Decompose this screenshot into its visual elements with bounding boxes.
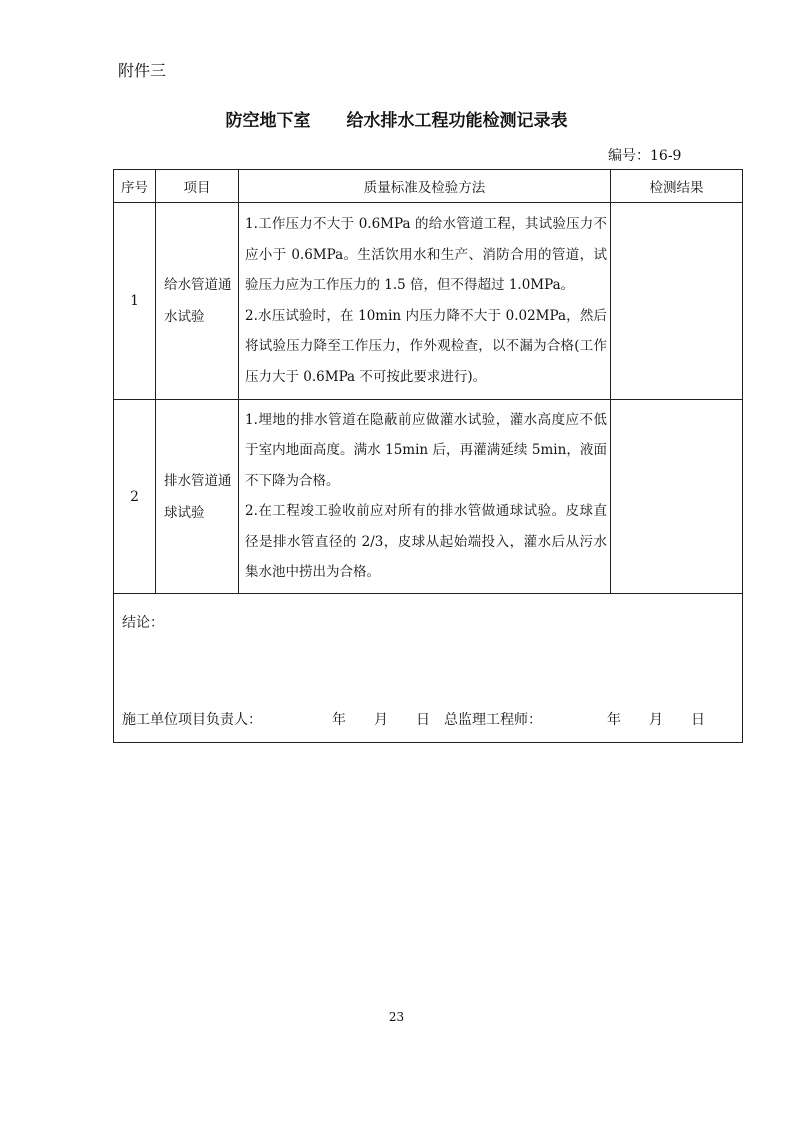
contractor-label: 施工单位项目负责人： <box>122 712 262 728</box>
record-table <box>113 169 743 743</box>
month-label: 月 <box>374 712 388 728</box>
attachment-label: 附件三 <box>118 61 167 80</box>
method-paragraph: 1.工作压力不大于 0.6MPa 的给水管道工程，其试验压力不应小于 0.6MPa。生活饮用水和生产、消防合用的管道，试验压力应为工作压力的 1.5 倍，但不得超过 1.0MPa。 <box>245 216 607 293</box>
footer-cell <box>114 594 743 743</box>
title-right: 给水排水工程功能检测记录表 <box>346 111 568 131</box>
row-item: 给水管道通水试验 <box>156 203 239 400</box>
method-paragraph: 2.水压试验时，在 10min 内压力降不大于 0.02MPa，然后将试验压力降至工作压力，作外观检查，以不漏为合格(工作压力大于 0.6MPa 不可按此要求进行)。 <box>245 307 607 385</box>
supervisor-label: 总监理工程师： <box>444 712 542 728</box>
year-label: 年 <box>332 712 346 728</box>
day-label: 日 <box>416 712 430 728</box>
page-number: 23 <box>388 1010 405 1024</box>
row-result <box>611 400 743 594</box>
signature-line <box>122 709 711 729</box>
month-label: 月 <box>649 712 663 728</box>
document-code: 编号：16-9 <box>608 148 682 164</box>
footer-row <box>114 594 743 743</box>
table-header-row <box>114 170 743 203</box>
conclusion-label: 结论： <box>122 615 164 631</box>
method-paragraph: 1.埋地的排水管道在隐蔽前应做灌水试验，灌水高度应不低于室内地面高度。满水 15min 后，再灌满延续 5min，液面不下降为合格。 <box>245 411 607 489</box>
header-no: 序号 <box>114 170 156 203</box>
year-label: 年 <box>607 712 621 728</box>
method-paragraph: 2.在工程竣工验收前应对所有的排水管做通球试验。皮球直径是排水管直径的 2/3，皮球从起始端投入，灌水后从污水集水池中捞出为合格。 <box>245 503 607 580</box>
header-result: 检测结果 <box>611 170 743 203</box>
row-no: 1 <box>114 203 156 400</box>
row-no: 2 <box>114 400 156 594</box>
row-method <box>239 400 611 594</box>
day-label: 日 <box>691 712 705 728</box>
header-method: 质量标准及检验方法 <box>239 170 611 203</box>
table-row <box>114 400 743 594</box>
row-item: 排水管道通球试验 <box>156 400 239 594</box>
title-left: 防空地下室 <box>225 111 311 131</box>
table-row <box>114 203 743 400</box>
row-result <box>611 203 743 400</box>
header-item: 项目 <box>156 170 239 203</box>
row-method <box>239 203 611 400</box>
document-title <box>0 106 793 131</box>
